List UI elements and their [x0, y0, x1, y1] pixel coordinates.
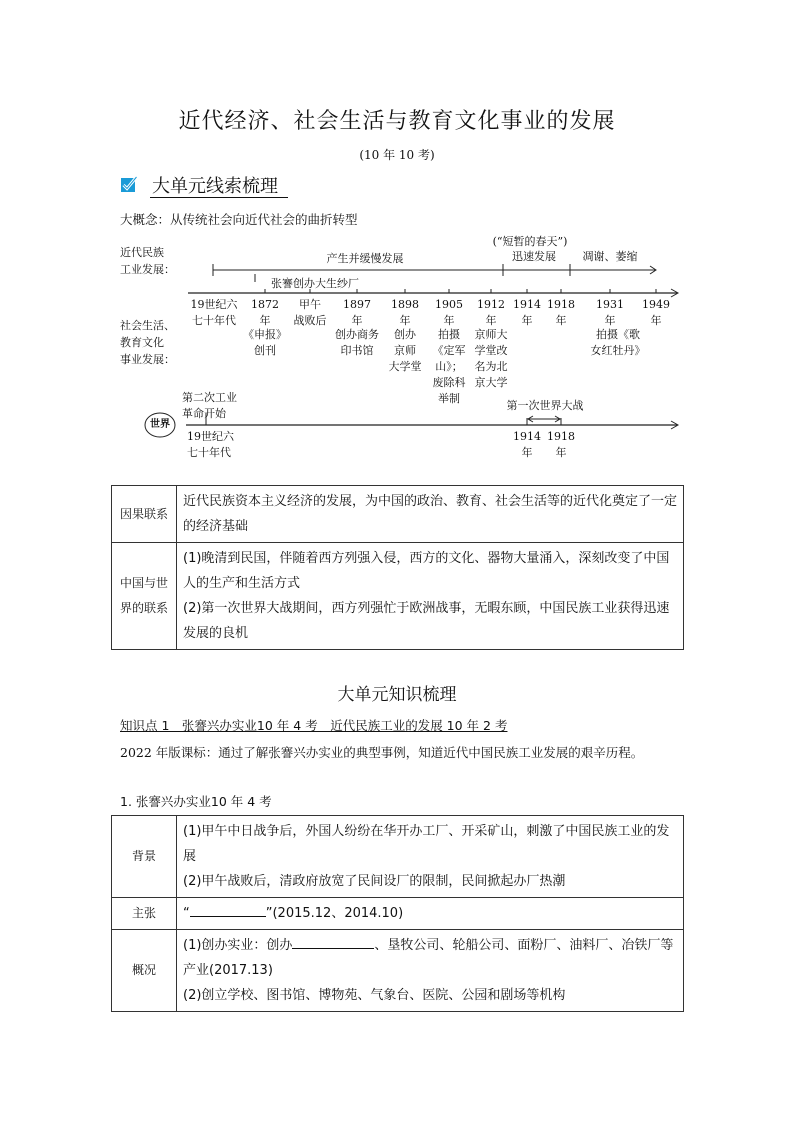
table-row: [112, 486, 684, 543]
page-title: 近代经济、社会生活与教育文化事业的发展: [178, 109, 616, 134]
row-content: (1)甲午中日战争后，外国人纷纷在华开办工厂、开采矿山，刺激了中国民族工业的发展 (2)甲午战败后，清政府放宽了民间设厂的限制，民间掀起办厂热潮: [177, 816, 684, 898]
date-label: 19世纪六 七十年代: [190, 298, 238, 327]
date-label: 1872 年: [251, 298, 279, 327]
date-label: 1914 年: [513, 298, 541, 327]
phase-decline: 凋谢、萎缩: [582, 250, 638, 263]
row-head: 背景: [112, 816, 177, 898]
section-heading-knowledge: 大单元知识梳理: [337, 685, 457, 705]
phase-rapid: 迅速发展: [512, 250, 556, 263]
date-label: 1898 年: [391, 298, 419, 327]
row-content: (1)创办实业：创办 、垦牧公司、轮船公司、面粉厂、油料厂、冶铁厂等产业(2017.13) (2)创立学校、图书馆、博物苑、气象台、医院、公园和剧场等机构: [177, 930, 684, 1012]
row-head: 中国与世界的联系: [112, 543, 177, 650]
phase-slow: 产生并缓慢发展: [326, 252, 404, 265]
table-row: [112, 898, 684, 930]
row-content: 近代民族资本主义经济的发展，为中国的政治、教育、社会生活等的近代化奠定了一定的经济基础: [177, 486, 684, 543]
subheading-zhang-jian: 1. 张謇兴办实业10 年 4 考: [120, 794, 272, 809]
world-event-wwi: 第一次世界大战: [506, 399, 584, 412]
world-event-industrial-revolution: 第二次工业 革命开始: [182, 391, 237, 420]
row-head: 概况: [112, 930, 177, 1012]
row-content: “ ”(2015.12、2014.10): [177, 898, 684, 930]
event-dingjunshan: 拍摄 《定军 山》； 废除科 举制: [432, 328, 466, 405]
date-label: 1897 年: [343, 298, 371, 327]
event-shenbao: 《申报》 创刊: [243, 328, 287, 357]
table-row: [112, 816, 684, 898]
answer-blank[interactable]: [292, 934, 374, 949]
date-label: 1905 年: [435, 298, 463, 327]
knowledge-point: 知识点 1 张謇兴办实业10 年 4 考 近代民族工业的发展 10 年 2 考: [120, 718, 508, 733]
row-label-society: 社会生活、 教育文化 事业发展：: [120, 319, 175, 366]
row-content: (1)晚清到民国，伴随着西方列强入侵，西方的文化、器物大量涌入，深刻改变了中国人的生产和生活方式 (2)第一次世界大战期间，西方列强忙于欧洲战事，无暇东顾，中国民族工业获得迅速发展的良机: [177, 543, 684, 650]
timeline-lines: [0, 0, 794, 470]
date-label: 1918 年: [547, 298, 575, 327]
date-label: 1912 年: [477, 298, 505, 327]
event-peking-university: 京师大 学堂改 名为北 京大学: [474, 328, 508, 389]
world-date-label: 1918 年: [547, 430, 575, 459]
table-row: [112, 930, 684, 1012]
event-commercial-press: 创办商务 印书馆: [335, 328, 379, 357]
row-head: 因果联系: [112, 486, 177, 543]
row-head: 主张: [112, 898, 177, 930]
answer-blank[interactable]: [190, 902, 266, 917]
big-concept: 大概念：从传统社会向近代社会的曲折转型: [120, 212, 358, 227]
section-heading-label: 大单元线索梳理: [152, 176, 278, 197]
event-jingshi-university: 创办 京师 大学堂: [388, 328, 422, 373]
world-date-label: 1914 年: [513, 430, 541, 459]
zhang-jian-event: 张謇创办大生纱厂: [271, 277, 359, 290]
row-label-industry: 近代民族 工业发展：: [120, 246, 175, 276]
date-label: 甲午 战败后: [293, 298, 327, 327]
world-label: 世界: [150, 419, 170, 430]
date-label: 1931 年: [596, 298, 624, 327]
table-row: [112, 543, 684, 650]
event-genu-hongmudan: 拍摄《歌 女红牡丹》: [590, 328, 646, 357]
zhang-jian-table: [111, 815, 684, 1012]
page-subtitle: (10 年 10 考): [359, 148, 435, 162]
curriculum-standard: 2022 年版课标：通过了解张謇兴办实业的典型事例，知道近代中国民族工业发展的艰辛历程。: [120, 745, 644, 760]
world-date-label: 19世纪六 七十年代: [187, 430, 234, 459]
phase-note: (“短暂的春天”): [492, 235, 568, 248]
date-label: 1949 年: [642, 298, 670, 327]
relation-table: [111, 485, 684, 650]
